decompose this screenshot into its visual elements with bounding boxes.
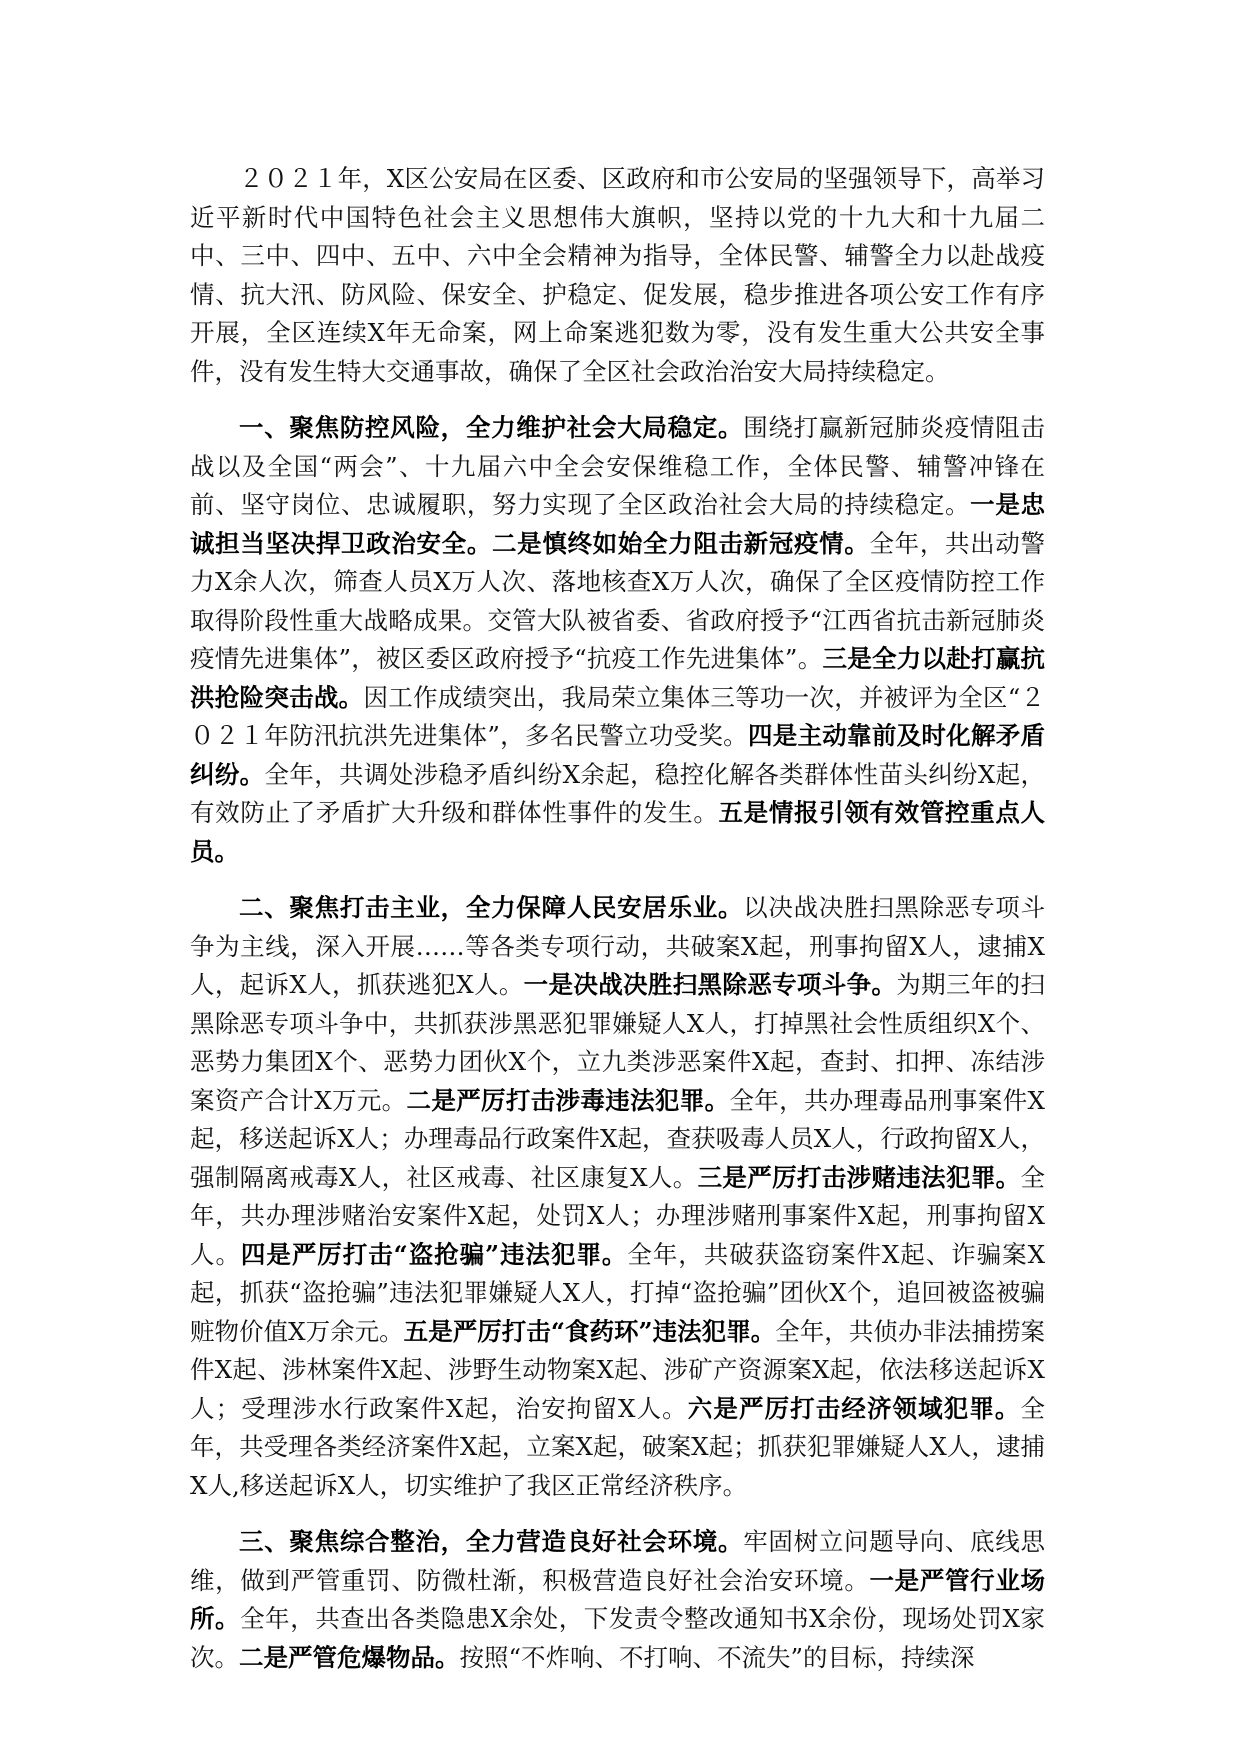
bold-heading-run: 五是情报引领有效管控重点人员。 [190,798,1045,866]
text-run: 全年，共办理毒品刑事案件X起，移送起诉X人；办理毒品行政案件X起，查获吸毒人员X人，行政拘留X人，强制隔离戒毒X人，社区戒毒、社区康复X人。 [190,1085,1045,1192]
paragraph [190,889,1045,1505]
text-run: 全年，共破获盗窃案件X起、诈骗案X起，抓获“盗抢骗”违法犯罪嫌疑人X人，打掉“盗抢骗”团伙X个，追回被盗被骗赃物价值X万余元。 [190,1239,1046,1346]
bold-heading-run: 六是严厉打击经济领域犯罪。 [687,1393,1021,1423]
text-run: 以决战决胜扫黑除恶专项斗争为主线，深入开展……等各类专项行动，共破案X起，刑事拘留X人，逮捕X人，起诉X人，抓获逃犯X人。 [190,893,1046,999]
bold-heading-run: 一是严管行业场所。 [190,1565,1045,1633]
bold-heading-run: 四是主动靠前及时化解矛盾纠纷。 [190,721,1045,789]
paragraph [190,409,1045,871]
bold-heading-run: 三、聚焦综合整治，全力营造良好社会环境。 [239,1527,744,1556]
text-run: ２０２１年，X区公安局在区委、区政府和市公安局的坚强领导下，高举习近平新时代中国特色社会主义思想伟大旗帜，坚持以党的十九大和十九届二中、三中、四中、五中、六中全会精神为指导，全体民警、辅警全力以赴战疫情、抗大汛、防风险、保安全、护稳定、促发展，稳步推进各项公安工作有序开展，全区连续X年无命案，网上命案逃犯数为零，没有发生重大公共安全事件，没有发生特大交通事故，确保了全区社会政治治安大局持续稳定。 [190,164,1045,386]
bold-heading-run: 一是决战决胜扫黑除恶专项斗争。 [523,970,897,999]
paragraph [190,1523,1045,1677]
bold-heading-run: 一是忠诚担当坚决捍卫政治安全。二是慎终如始全力阻击新冠疫情。 [190,490,1046,558]
text-run: 围绕打赢新冠肺炎疫情阻击战以及全国“两会”、十九届六中全会安保维稳工作，全体民警、辅警冲锋在前、坚守岗位、忠诚履职，努力实现了全区政治社会大局的持续稳定。 [190,413,1046,519]
text-run: 全年，共侦办非法捕捞案件X起、涉林案件X起、涉野生动物案X起、涉矿产资源案X起，依法移送起诉X人；受理涉水行政案件X起，治安拘留X人。 [190,1316,1045,1423]
text-run: 全年，共查出各类隐患X余处，下发责令整改通知书X余份，现场处罚X家次。 [190,1604,1046,1672]
text-run: 为期三年的扫黑除恶专项斗争中，共抓获涉黑恶犯罪嫌疑人X人，打掉黑社会性质组织X个、恶势力集团X个、恶势力团伙X个，立九类涉恶案件X起，查封、扣押、冻结涉案资产合计X万元。 [190,970,1046,1115]
text-run: 全年，共受理各类经济案件X起，立案X起，破案X起；抓获犯罪嫌疑人X人，逮捕X人,移送起诉X人，切实维护了我区正常经济秩序。 [190,1393,1046,1500]
bold-heading-run: 二是严厉打击涉毒违法犯罪。 [406,1085,730,1115]
text-run: 按照“不炸响、不打响、不流失”的目标，持续深 [459,1642,975,1672]
text-run: 因工作成绩突出，我局荣立集体三等功一次，并被评为全区“２０２１年防汛抗洪先进集体”，多名民警立功受奖。 [190,682,1045,750]
document-page [190,160,1045,1695]
bold-heading-run: 三是严厉打击涉赌违法犯罪。 [697,1162,1021,1192]
text-run: 全年，共出动警力X余人次，筛查人员X万人次、落地核查X万人次，确保了全区疫情防控工作取得阶段性重大战略成果。交管大队被省委、省政府授予“江西省抗击新冠肺炎疫情先进集体”，被区委区政府授予“抗疫工作先进集体”。 [190,528,1045,673]
text-run: 全年，共调处涉稳矛盾纠纷X余起，稳控化解各类群体性苗头纠纷X起，有效防止了矛盾扩大升级和群体性事件的发生。 [190,759,1045,827]
text-run: 牢固树立问题导向、底线思维，做到严管重罚、防微杜渐，积极营造良好社会治安环境。 [190,1527,1046,1595]
bold-heading-run: 三是全力以赴打赢抗洪抢险突击战。 [190,644,1046,712]
bold-heading-run: 二是严管危爆物品。 [239,1642,460,1672]
bold-heading-run: 五是严厉打击“食药环”违法犯罪。 [403,1316,776,1346]
paragraph [190,160,1045,391]
bold-heading-run: 一、聚焦防控风险，全力维护社会大局稳定。 [239,413,744,442]
bold-heading-run: 二、聚焦打击主业，全力保障人民安居乐业。 [239,893,744,922]
bold-heading-run: 四是严厉打击“盗抢骗”违法犯罪。 [240,1239,628,1269]
text-run: 全年，共办理涉赌治安案件X起，处罚X人；办理涉赌刑事案件X起，刑事拘留X人。 [190,1162,1046,1269]
